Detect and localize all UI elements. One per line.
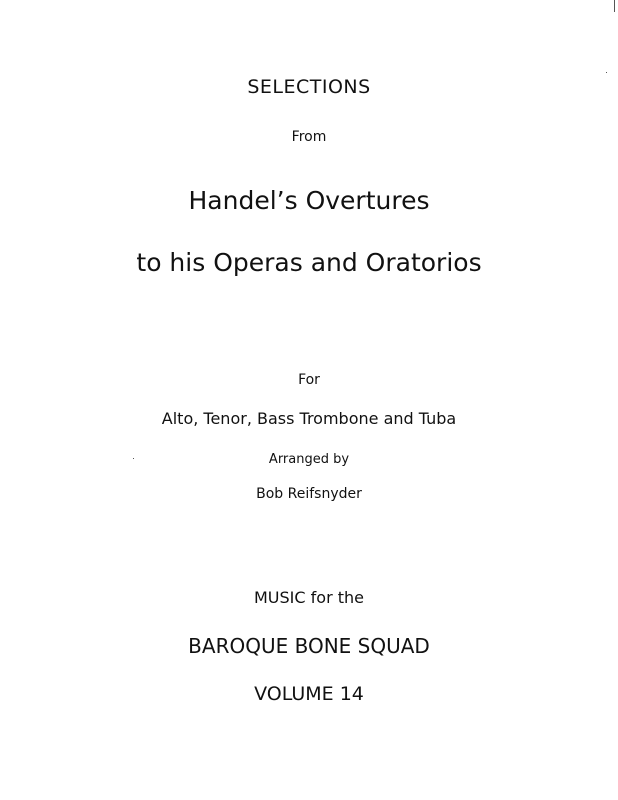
arranged-by-label: Arranged by: [268, 452, 350, 467]
series-label: MUSIC for the: [254, 588, 364, 607]
series-name: BAROQUE BONE SQUAD: [188, 634, 430, 658]
title-line-1: Handel’s Overtures: [188, 186, 430, 215]
title-line-2: to his Operas and Oratorios: [136, 248, 482, 277]
instrumentation: Alto, Tenor, Bass Trombone and Tuba: [161, 409, 457, 428]
selections-heading: SELECTIONS: [247, 76, 371, 98]
arranger-name: Bob Reifsnyder: [256, 486, 362, 502]
volume-number: VOLUME 14: [254, 683, 364, 705]
from-label: From: [291, 129, 327, 145]
for-label: For: [298, 372, 320, 388]
scan-mark: [606, 72, 607, 73]
scan-mark: [133, 458, 134, 459]
scan-mark: [614, 0, 615, 12]
